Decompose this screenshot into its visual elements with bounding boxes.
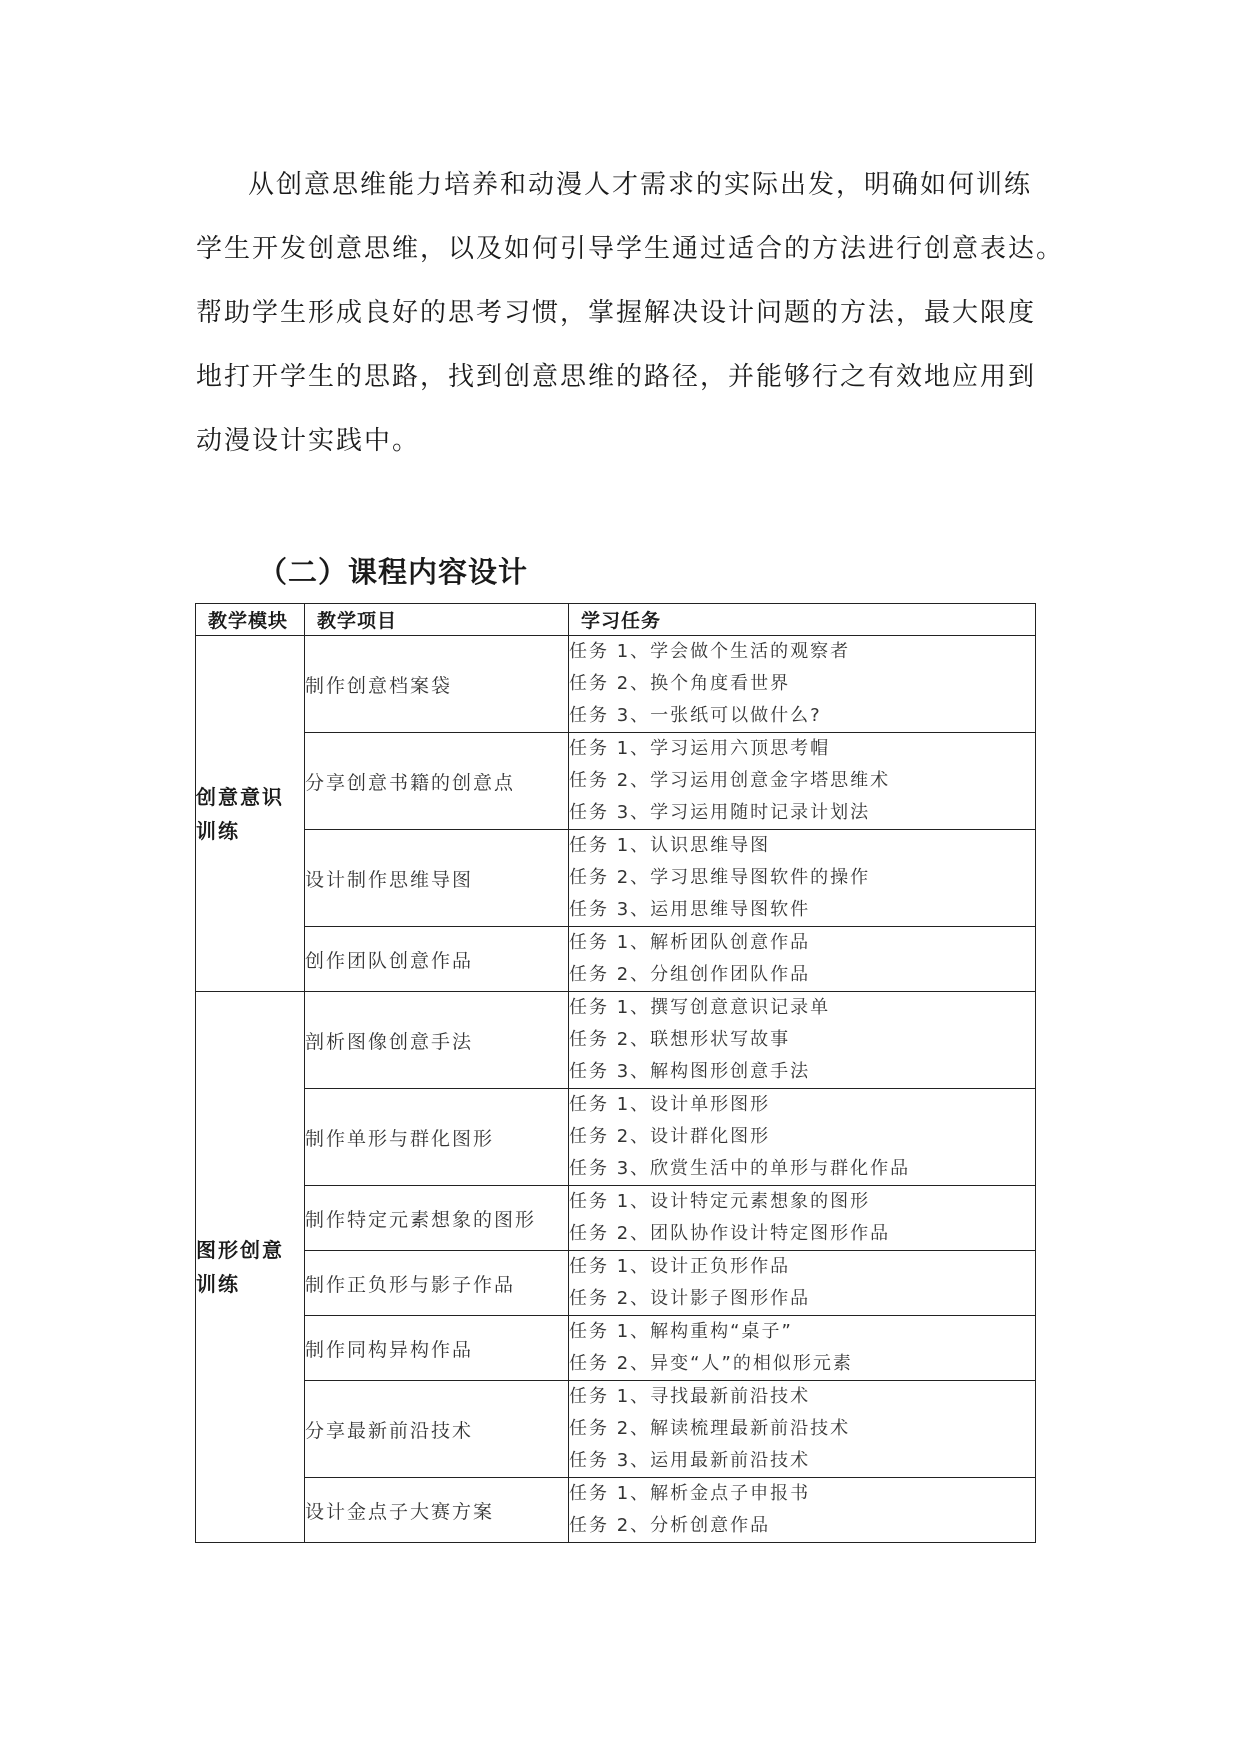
table-row: [196, 927, 1036, 992]
task-item: 任务 3、解构图形创意手法: [569, 1061, 811, 1082]
table-row: [196, 1381, 1036, 1478]
table-row: [196, 1186, 1036, 1251]
tasks-cell: [569, 1381, 1036, 1478]
tasks-cell: [569, 1478, 1036, 1543]
task-item: 任务 3、一张纸可以做什么?: [569, 705, 822, 726]
task-item: 任务 1、撰写创意意识记录单: [569, 997, 831, 1018]
project-cell: 制作单形与群化图形: [305, 1089, 569, 1186]
project-cell: 制作创意档案袋: [305, 636, 569, 733]
task-item: 任务 3、运用思维导图软件: [569, 899, 811, 920]
task-item: 任务 2、团队协作设计特定图形作品: [569, 1223, 891, 1244]
task-item: 任务 2、解读梳理最新前沿技术: [569, 1418, 851, 1439]
task-item: 任务 2、联想形状写故事: [569, 1029, 791, 1050]
task-item: 任务 1、设计单形图形: [569, 1094, 771, 1115]
table-row: [196, 1316, 1036, 1381]
tasks-cell: [569, 1251, 1036, 1316]
task-item: 任务 3、学习运用随时记录计划法: [569, 802, 871, 823]
task-item: 任务 1、解析团队创意作品: [569, 932, 811, 953]
task-item: 任务 2、异变“人”的相似形元素: [569, 1353, 853, 1374]
task-item: 任务 2、设计群化图形: [569, 1126, 771, 1147]
table-row: [196, 636, 1036, 733]
tasks-cell: [569, 1089, 1036, 1186]
task-item: 任务 1、设计特定元素想象的图形: [569, 1191, 871, 1212]
course-content-table: [195, 603, 1036, 1543]
project-cell: 创作团队创意作品: [305, 927, 569, 992]
tasks-cell: [569, 992, 1036, 1089]
task-item: 任务 3、运用最新前沿技术: [569, 1450, 811, 1471]
table-row: [196, 733, 1036, 830]
table-row: [196, 1089, 1036, 1186]
task-item: 任务 2、设计影子图形作品: [569, 1288, 811, 1309]
header-tasks: 学习任务: [569, 604, 1036, 636]
table-row: [196, 1478, 1036, 1543]
table-row: [196, 992, 1036, 1089]
task-item: 任务 1、学习运用六顶思考帽: [569, 738, 831, 759]
project-cell: 制作特定元素想象的图形: [305, 1186, 569, 1251]
tasks-cell: [569, 636, 1036, 733]
table-row: [196, 830, 1036, 927]
tasks-cell: [569, 927, 1036, 992]
paragraph-line: 从创意思维能力培养和动漫人才需求的实际出发，明确如何训练: [248, 170, 1033, 200]
task-item: 任务 1、寻找最新前沿技术: [569, 1386, 811, 1407]
task-item: 任务 2、分析创意作品: [569, 1515, 771, 1536]
project-cell: 设计金点子大赛方案: [305, 1478, 569, 1543]
task-item: 任务 3、欣赏生活中的单形与群化作品: [569, 1158, 911, 1179]
task-item: 任务 1、解构重构“桌子”: [569, 1321, 793, 1342]
task-item: 任务 2、学习运用创意金字塔思维术: [569, 770, 891, 791]
task-item: 任务 2、学习思维导图软件的操作: [569, 867, 871, 888]
tasks-cell: [569, 830, 1036, 927]
project-cell: 分享创意书籍的创意点: [305, 733, 569, 830]
task-item: 任务 1、认识思维导图: [569, 835, 771, 856]
table-row: [196, 1251, 1036, 1316]
paragraph-line: 学生开发创意思维，以及如何引导学生通过适合的方法进行创意表达。: [196, 234, 1065, 264]
project-cell: 设计制作思维导图: [305, 830, 569, 927]
paragraph-line: 动漫设计实践中。: [196, 426, 421, 456]
table-body: [196, 636, 1036, 1543]
task-item: 任务 1、学会做个生活的观察者: [569, 641, 851, 662]
module-cell: 图形创意训练: [196, 992, 305, 1543]
intro-paragraph: [196, 168, 1076, 488]
project-cell: 制作正负形与影子作品: [305, 1251, 569, 1316]
header-project: 教学项目: [305, 604, 569, 636]
task-item: 任务 1、解析金点子申报书: [569, 1483, 811, 1504]
tasks-cell: [569, 1316, 1036, 1381]
paragraph-line: 地打开学生的思路，找到创意思维的路径，并能够行之有效地应用到: [196, 362, 1037, 392]
task-item: 任务 2、换个角度看世界: [569, 673, 791, 694]
project-cell: 制作同构异构作品: [305, 1316, 569, 1381]
section-title: （二）课程内容设计: [258, 555, 529, 589]
tasks-cell: [569, 733, 1036, 830]
tasks-cell: [569, 1186, 1036, 1251]
project-cell: 分享最新前沿技术: [305, 1381, 569, 1478]
task-item: 任务 2、分组创作团队作品: [569, 964, 811, 985]
paragraph-line: 帮助学生形成良好的思考习惯，掌握解决设计问题的方法，最大限度: [196, 298, 1037, 328]
table-header-row: [196, 604, 1036, 636]
project-cell: 剖析图像创意手法: [305, 992, 569, 1089]
header-module: 教学模块: [196, 604, 305, 636]
task-item: 任务 1、设计正负形作品: [569, 1256, 791, 1277]
module-cell: 创意意识训练: [196, 636, 305, 992]
